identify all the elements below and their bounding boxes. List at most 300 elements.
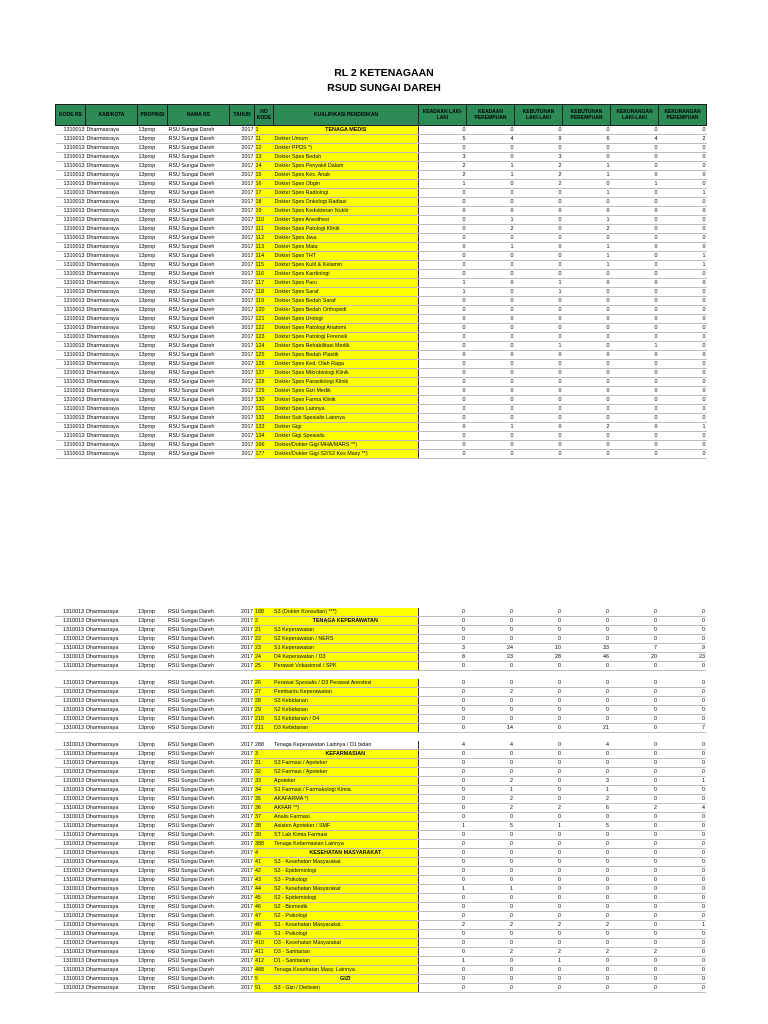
nama-rs-cell: RSU Sungai Dareh [168, 306, 230, 315]
value-cell: 2 [419, 171, 467, 180]
kab-kota-cell: Dharmasraya [86, 270, 138, 279]
kab-kota-cell: Dharmasraya [86, 261, 138, 270]
nama-rs-cell: RSU Sungai Dareh [167, 939, 229, 948]
value-cell: 0 [467, 333, 515, 342]
value-cell: 0 [418, 975, 466, 984]
no-kode-cell: 48 [254, 921, 273, 930]
value-cell: 0 [658, 849, 706, 858]
value-cell: 1 [515, 288, 563, 297]
value-cell: 0 [514, 626, 562, 635]
no-kode-cell: 177 [255, 450, 274, 459]
no-kode-cell: 46 [254, 903, 273, 912]
value-cell: 0 [419, 189, 467, 198]
value-cell: 0 [611, 324, 659, 333]
kab-kota-cell: Dharmasraya [86, 279, 138, 288]
kab-kota-cell: Dharmasraya [85, 635, 137, 644]
value-cell: 0 [658, 840, 706, 849]
value-cell: 0 [658, 894, 706, 903]
no-kode-cell: 125 [255, 351, 274, 360]
value-cell: 2 [514, 921, 562, 930]
kode-rs-cell: 1310013 [56, 378, 86, 387]
value-cell: 0 [563, 306, 611, 315]
tahun-cell: 2017 [230, 207, 255, 216]
propinsi-cell: 13prop [138, 243, 168, 252]
nama-rs-cell: RSU Sungai Dareh [167, 966, 229, 975]
nama-rs-cell: RSU Sungai Dareh [168, 180, 230, 189]
value-cell: 0 [467, 378, 515, 387]
value-cell: 0 [514, 912, 562, 921]
kode-rs-cell: 1310013 [55, 921, 85, 930]
table-row [56, 351, 707, 360]
table-row [56, 324, 707, 333]
propinsi-cell: 13prop [137, 930, 167, 939]
kode-rs-cell: 1310013 [55, 706, 85, 715]
no-kode-cell: 17 [255, 189, 274, 198]
kode-rs-cell: 1310013 [56, 198, 86, 207]
kode-rs-cell: 1310013 [55, 966, 85, 975]
nama-rs-cell: RSU Sungai Dareh [168, 405, 230, 414]
tahun-cell: 2017 [229, 653, 254, 662]
kode-rs-cell: 1310013 [56, 342, 86, 351]
value-cell: 0 [659, 441, 707, 450]
value-cell: 1 [659, 252, 707, 261]
value-cell: 0 [563, 207, 611, 216]
no-kode-cell: 19 [255, 207, 274, 216]
spacer-row [55, 671, 706, 680]
value-cell: 0 [514, 831, 562, 840]
nama-rs-cell: RSU Sungai Dareh [167, 948, 229, 957]
propinsi-cell: 13prop [138, 333, 168, 342]
kode-rs-cell: 1310013 [56, 234, 86, 243]
table-row [56, 432, 707, 441]
no-kode-cell: 112 [255, 234, 274, 243]
value-cell: 0 [466, 697, 514, 706]
value-cell: 0 [611, 297, 659, 306]
value-cell: 0 [610, 724, 658, 733]
value-cell: 0 [563, 333, 611, 342]
nama-rs-cell: RSU Sungai Dareh [168, 387, 230, 396]
value-cell: 0 [467, 261, 515, 270]
kab-kota-cell: Dharmasraya [86, 450, 138, 459]
qualification-cell: Perawat Vokasional / SPK [273, 662, 418, 671]
value-cell: 0 [418, 813, 466, 822]
value-cell: 2 [466, 688, 514, 697]
value-cell: 0 [610, 679, 658, 688]
value-cell: 0 [467, 432, 515, 441]
tahun-cell: 2017 [229, 662, 254, 671]
value-cell: 0 [418, 858, 466, 867]
tahun-cell: 2017 [229, 948, 254, 957]
value-cell: 0 [611, 450, 659, 459]
tahun-cell: 2017 [229, 608, 254, 617]
table-row [55, 966, 706, 975]
value-cell: 0 [658, 706, 706, 715]
propinsi-cell: 13prop [138, 126, 168, 135]
value-cell: 0 [562, 635, 610, 644]
no-kode-cell: 120 [255, 306, 274, 315]
value-cell: 0 [515, 387, 563, 396]
nama-rs-cell: RSU Sungai Dareh [167, 984, 229, 993]
tahun-cell: 2017 [229, 706, 254, 715]
kode-rs-cell: 1310013 [56, 126, 86, 135]
table-row [56, 180, 707, 189]
kode-rs-cell: 1310013 [55, 939, 85, 948]
value-cell: 0 [610, 867, 658, 876]
staffing-table-bottom [55, 608, 706, 993]
table-row [56, 171, 707, 180]
table-row [55, 626, 706, 635]
qualification-cell: S1 Kebidanan / D4 [273, 715, 418, 724]
value-cell: 28 [514, 653, 562, 662]
no-kode-cell: 49 [254, 930, 273, 939]
qualification-cell: Dokter PPDS *) [274, 144, 419, 153]
table-row [55, 822, 706, 831]
table-row [56, 405, 707, 414]
kab-kota-cell: Dharmasraya [86, 378, 138, 387]
kab-kota-cell: Dharmasraya [86, 171, 138, 180]
qualification-cell: S3 Keperawatan [273, 626, 418, 635]
value-cell: 0 [610, 885, 658, 894]
value-cell: 0 [610, 617, 658, 626]
tahun-cell: 2017 [229, 876, 254, 885]
qualification-cell: Dokter Spes Gizi Medik [274, 387, 419, 396]
tahun-cell: 2017 [230, 135, 255, 144]
table-row [56, 315, 707, 324]
propinsi-cell: 13prop [137, 984, 167, 993]
table-row [55, 885, 706, 894]
kode-rs-cell: 1310013 [55, 885, 85, 894]
value-cell: 0 [418, 617, 466, 626]
value-cell: 0 [610, 750, 658, 759]
value-cell: 0 [514, 635, 562, 644]
table-row [55, 804, 706, 813]
no-kode-cell: 23 [254, 644, 273, 653]
table-row [56, 306, 707, 315]
nama-rs-cell: RSU Sungai Dareh [167, 697, 229, 706]
kab-kota-cell: Dharmasraya [85, 858, 137, 867]
nama-rs-cell: RSU Sungai Dareh [167, 635, 229, 644]
value-cell: 0 [659, 234, 707, 243]
value-cell: 0 [563, 387, 611, 396]
value-cell: 0 [514, 777, 562, 786]
value-cell: 0 [610, 894, 658, 903]
value-cell: 0 [610, 840, 658, 849]
value-cell: 0 [611, 387, 659, 396]
propinsi-cell: 13prop [137, 715, 167, 724]
value-cell: 1 [514, 957, 562, 966]
value-cell: 5 [466, 822, 514, 831]
value-cell: 0 [515, 369, 563, 378]
value-cell: 0 [610, 777, 658, 786]
kab-kota-cell: Dharmasraya [85, 688, 137, 697]
value-cell: 0 [658, 679, 706, 688]
value-cell: 0 [659, 162, 707, 171]
value-cell: 0 [418, 939, 466, 948]
kode-rs-cell: 1310013 [56, 333, 86, 342]
value-cell: 0 [610, 912, 658, 921]
nama-rs-cell: RSU Sungai Dareh [168, 288, 230, 297]
value-cell: 0 [466, 849, 514, 858]
value-cell: 0 [658, 930, 706, 939]
kab-kota-cell: Dharmasraya [85, 822, 137, 831]
value-cell: 0 [563, 441, 611, 450]
propinsi-cell: 13prop [138, 171, 168, 180]
kab-kota-cell: Dharmasraya [85, 957, 137, 966]
kab-kota-cell: Dharmasraya [85, 786, 137, 795]
qualification-cell: Dokter Spes Lainnya [274, 405, 419, 414]
kab-kota-cell: Dharmasraya [86, 405, 138, 414]
no-kode-cell: 39 [254, 831, 273, 840]
qualification-cell: D3 - Kesehatan Masyarakat [273, 939, 418, 948]
value-cell: 0 [658, 975, 706, 984]
qualification-cell: S3 - Epidemiologi [273, 867, 418, 876]
value-cell: 20 [610, 653, 658, 662]
no-kode-cell: 18 [255, 198, 274, 207]
value-cell: 0 [610, 966, 658, 975]
tahun-cell: 2017 [229, 715, 254, 724]
value-cell: 0 [659, 342, 707, 351]
qualification-cell: Dokter Spes Kes. Anak [274, 171, 419, 180]
tahun-cell: 2017 [230, 216, 255, 225]
value-cell: 0 [466, 617, 514, 626]
table-row [56, 198, 707, 207]
value-cell: 0 [563, 342, 611, 351]
value-cell: 0 [563, 153, 611, 162]
qualification-cell: S2 - Biomedik [273, 903, 418, 912]
value-cell: 0 [563, 396, 611, 405]
kab-kota-cell: Dharmasraya [86, 396, 138, 405]
kab-kota-cell: Dharmasraya [86, 288, 138, 297]
value-cell: 0 [419, 378, 467, 387]
kab-kota-cell: Dharmasraya [86, 162, 138, 171]
value-cell: 0 [514, 688, 562, 697]
value-cell: 0 [562, 885, 610, 894]
nama-rs-cell: RSU Sungai Dareh [167, 715, 229, 724]
propinsi-cell: 13prop [138, 315, 168, 324]
value-cell: 0 [418, 903, 466, 912]
value-cell: 0 [466, 608, 514, 617]
kode-rs-cell: 1310013 [55, 697, 85, 706]
qualification-cell: Dokter Spes Kulit & Kelamin [274, 261, 419, 270]
value-cell: 0 [562, 831, 610, 840]
value-cell: 0 [610, 768, 658, 777]
value-cell: 0 [562, 894, 610, 903]
kab-kota-cell: Dharmasraya [86, 225, 138, 234]
kode-rs-cell: 1310013 [56, 162, 86, 171]
value-cell: 0 [562, 867, 610, 876]
nama-rs-cell: RSU Sungai Dareh [167, 777, 229, 786]
tahun-cell: 2017 [230, 450, 255, 459]
qualification-cell: Dokter Spes Mata [274, 243, 419, 252]
qualification-cell: Dokter Umum [274, 135, 419, 144]
nama-rs-cell: RSU Sungai Dareh [168, 351, 230, 360]
value-cell: 0 [562, 849, 610, 858]
table-header [56, 105, 707, 126]
propinsi-cell: 13prop [138, 207, 168, 216]
kab-kota-cell: Dharmasraya [86, 189, 138, 198]
value-cell: 0 [658, 759, 706, 768]
value-cell: 0 [419, 243, 467, 252]
qualification-cell: Dokter Spes Parasitologi Klinik [274, 378, 419, 387]
kode-rs-cell: 1310013 [56, 441, 86, 450]
table-row [56, 207, 707, 216]
kab-kota-cell: Dharmasraya [86, 441, 138, 450]
value-cell: 0 [515, 306, 563, 315]
kode-rs-cell: 1310013 [56, 432, 86, 441]
kab-kota-cell: Dharmasraya [85, 653, 137, 662]
table-row [55, 635, 706, 644]
tahun-cell: 2017 [229, 679, 254, 688]
value-cell: 0 [419, 405, 467, 414]
value-cell: 1 [418, 957, 466, 966]
kode-rs-cell: 1310013 [55, 679, 85, 688]
propinsi-cell: 13prop [138, 423, 168, 432]
value-cell: 0 [419, 234, 467, 243]
nama-rs-cell: RSU Sungai Dareh [167, 885, 229, 894]
value-cell: 1 [467, 423, 515, 432]
table-row [56, 369, 707, 378]
table-row [56, 396, 707, 405]
kode-rs-cell: 1310013 [55, 608, 85, 617]
kode-rs-cell: 1310013 [55, 903, 85, 912]
tahun-cell: 2017 [229, 903, 254, 912]
value-cell: 0 [467, 414, 515, 423]
value-cell: 0 [562, 939, 610, 948]
table-row [56, 225, 707, 234]
value-cell: 0 [514, 768, 562, 777]
value-cell: 1 [419, 180, 467, 189]
value-cell: 0 [659, 387, 707, 396]
no-kode-cell: 117 [255, 279, 274, 288]
tahun-cell: 2017 [229, 912, 254, 921]
tahun-cell: 2017 [230, 171, 255, 180]
nama-rs-cell: RSU Sungai Dareh [168, 396, 230, 405]
table-row [55, 768, 706, 777]
value-cell: 0 [418, 840, 466, 849]
value-cell: 1 [659, 189, 707, 198]
no-kode-cell: 131 [255, 405, 274, 414]
propinsi-cell: 13prop [137, 975, 167, 984]
propinsi-cell: 13prop [138, 180, 168, 189]
value-cell: 0 [515, 198, 563, 207]
kab-kota-cell: Dharmasraya [85, 777, 137, 786]
kab-kota-cell: Dharmasraya [86, 369, 138, 378]
value-cell: 0 [563, 378, 611, 387]
value-cell: 0 [562, 768, 610, 777]
qualification-cell: Dokter/Dokter Gigi MHA/MARS **) [274, 441, 419, 450]
no-kode-cell: 210 [254, 715, 273, 724]
qualification-cell: Dokter Spes Kedokteran Nuklir [274, 207, 419, 216]
table-row [56, 162, 707, 171]
value-cell: 0 [562, 626, 610, 635]
value-cell: 4 [418, 741, 466, 750]
value-cell: 0 [466, 626, 514, 635]
nama-rs-cell: RSU Sungai Dareh [168, 441, 230, 450]
kode-rs-cell: 1310013 [56, 216, 86, 225]
value-cell: 0 [658, 715, 706, 724]
value-cell: 0 [658, 858, 706, 867]
tahun-cell: 2017 [229, 867, 254, 876]
value-cell: 0 [466, 662, 514, 671]
no-kode-cell: 121 [255, 315, 274, 324]
value-cell: 0 [610, 813, 658, 822]
value-cell: 0 [419, 342, 467, 351]
value-cell: 0 [611, 432, 659, 441]
value-cell: 0 [562, 903, 610, 912]
value-cell: 0 [419, 207, 467, 216]
hospital-name: RSUD SUNGAI DAREH [327, 82, 441, 94]
value-cell: 0 [515, 414, 563, 423]
value-cell: 0 [418, 662, 466, 671]
kode-rs-cell: 1310013 [55, 777, 85, 786]
value-cell: 0 [659, 324, 707, 333]
propinsi-cell: 13prop [137, 759, 167, 768]
value-cell: 0 [659, 369, 707, 378]
value-cell: 1 [467, 162, 515, 171]
column-header: KODE RS [56, 105, 86, 126]
column-header: KEADAAN LAKI-LAKI [419, 105, 467, 126]
value-cell: 0 [419, 198, 467, 207]
no-kode-cell: 122 [255, 324, 274, 333]
qualification-cell: Dokter Spes Kardiologi [274, 270, 419, 279]
kode-rs-cell: 1310013 [56, 360, 86, 369]
no-kode-cell: 1 [255, 126, 274, 135]
value-cell: 0 [658, 822, 706, 831]
no-kode-cell: 34 [254, 786, 273, 795]
value-cell: 0 [562, 706, 610, 715]
value-cell: 0 [562, 975, 610, 984]
tahun-cell: 2017 [230, 243, 255, 252]
nama-rs-cell: RSU Sungai Dareh [167, 795, 229, 804]
value-cell: 0 [418, 795, 466, 804]
no-kode-cell: 127 [255, 369, 274, 378]
table-row [55, 957, 706, 966]
kode-rs-cell: 1310013 [55, 635, 85, 644]
value-cell: 0 [419, 360, 467, 369]
value-cell: 0 [611, 351, 659, 360]
value-cell: 0 [611, 189, 659, 198]
value-cell: 3 [515, 153, 563, 162]
kode-rs-cell: 1310013 [56, 369, 86, 378]
value-cell: 0 [419, 387, 467, 396]
value-cell: 0 [562, 608, 610, 617]
nama-rs-cell: RSU Sungai Dareh [168, 234, 230, 243]
value-cell: 0 [515, 432, 563, 441]
tahun-cell: 2017 [229, 984, 254, 993]
value-cell: 0 [419, 324, 467, 333]
kode-rs-cell: 1310013 [55, 795, 85, 804]
no-kode-cell: 31 [254, 759, 273, 768]
value-cell: 0 [466, 894, 514, 903]
tahun-cell: 2017 [229, 795, 254, 804]
value-cell: 0 [562, 930, 610, 939]
table-row [55, 671, 706, 680]
kab-kota-cell: Dharmasraya [85, 984, 137, 993]
nama-rs-cell: RSU Sungai Dareh [168, 252, 230, 261]
value-cell: 2 [515, 162, 563, 171]
kode-rs-cell: 1310013 [56, 450, 86, 459]
tahun-cell: 2017 [230, 387, 255, 396]
value-cell: 5 [562, 822, 610, 831]
value-cell: 0 [659, 180, 707, 189]
nama-rs-cell: RSU Sungai Dareh [168, 171, 230, 180]
table-row [56, 360, 707, 369]
value-cell: 0 [658, 662, 706, 671]
value-cell: 0 [562, 679, 610, 688]
kab-kota-cell: Dharmasraya [85, 644, 137, 653]
value-cell: 0 [563, 288, 611, 297]
table-row [56, 423, 707, 432]
